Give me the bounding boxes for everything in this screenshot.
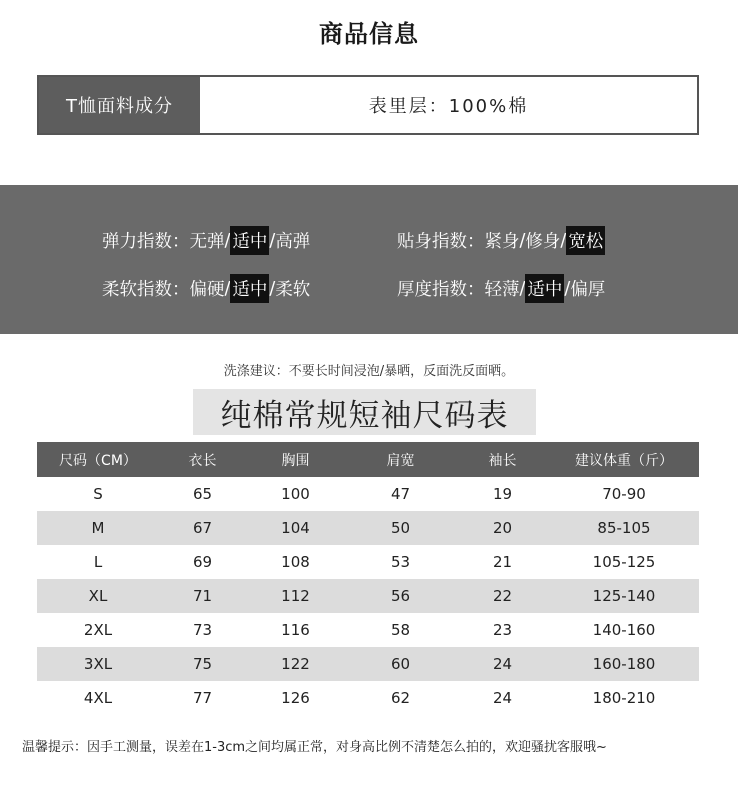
table-cell: 58 — [390, 621, 411, 639]
table-cell: 77 — [192, 689, 213, 707]
elasticity-index — [102, 226, 310, 255]
table-cell: 56 — [390, 587, 411, 605]
table-cell: 73 — [192, 621, 213, 639]
table-cell: 122 — [281, 655, 310, 673]
table-cell: 105-125 — [592, 553, 656, 571]
table-cell: 100 — [281, 485, 310, 503]
option-separator: / — [269, 278, 276, 299]
table-cell: 71 — [192, 587, 213, 605]
table-cell: 75 — [192, 655, 213, 673]
fabric-label: T恤面料成分 — [39, 77, 200, 133]
table-cell: XL — [88, 587, 108, 605]
index-option: 高弹 — [275, 232, 311, 252]
header-cell: 肩宽 — [386, 452, 415, 469]
option-separator: / — [564, 278, 571, 299]
table-cell: 70-90 — [602, 485, 646, 503]
index-label: 厚度指数： — [397, 280, 485, 300]
table-row — [37, 477, 699, 511]
table-cell: 125-140 — [592, 587, 656, 605]
table-cell: 50 — [390, 519, 411, 537]
index-label: 贴身指数： — [397, 232, 485, 252]
fit-index-panel — [0, 185, 738, 334]
softness-index — [102, 274, 310, 303]
table-cell: 160-180 — [592, 655, 656, 673]
table-cell: 47 — [390, 485, 411, 503]
option-separator: / — [269, 230, 276, 251]
header-cell: 建议体重（斤） — [575, 452, 673, 469]
table-row — [37, 681, 699, 715]
selected-option: 宽松 — [566, 226, 605, 255]
index-option: 轻薄 — [484, 280, 520, 300]
header-cell: 衣长 — [188, 452, 217, 469]
table-row — [37, 579, 699, 613]
table-cell: 53 — [390, 553, 411, 571]
washing-advice: 洗涤建议：不要长时间浸泡/暴晒，反面洗反面晒。 — [223, 364, 515, 379]
page-title: 商品信息 — [319, 20, 419, 48]
table-cell: 19 — [492, 485, 513, 503]
table-cell: 112 — [281, 587, 310, 605]
index-option: 修身 — [525, 232, 561, 252]
fabric-value: 表里层：100%棉 — [368, 96, 529, 117]
index-option: 偏厚 — [570, 280, 606, 300]
table-row — [37, 647, 699, 681]
header-cell: 胸围 — [281, 452, 310, 469]
selected-option: 适中 — [525, 274, 564, 303]
table-cell: 67 — [192, 519, 213, 537]
option-separator: / — [224, 278, 231, 299]
option-separator: / — [560, 230, 567, 251]
size-chart-title: 纯棉常规短袖尺码表 — [193, 389, 536, 435]
table-cell: 126 — [281, 689, 310, 707]
size-table — [37, 442, 699, 715]
table-cell: L — [93, 553, 103, 571]
measurement-tip: 温馨提示：因手工测量，误差在1-3cm之间均属正常，对身高比例不清楚怎么拍的，欢迎骚扰客服哦~ — [22, 740, 607, 755]
fit-index — [397, 226, 605, 255]
index-label: 柔软指数： — [102, 280, 190, 300]
table-cell: 20 — [492, 519, 513, 537]
table-cell: 2XL — [83, 621, 113, 639]
option-separator: / — [519, 278, 526, 299]
table-cell: 23 — [492, 621, 513, 639]
selected-option: 适中 — [230, 274, 269, 303]
table-row — [37, 545, 699, 579]
table-row — [37, 511, 699, 545]
table-row — [37, 613, 699, 647]
table-cell: 85-105 — [597, 519, 651, 537]
table-cell: 21 — [492, 553, 513, 571]
table-cell: 180-210 — [592, 689, 656, 707]
index-option: 偏硬 — [189, 280, 225, 300]
table-cell: 65 — [192, 485, 213, 503]
header-cell: 袖长 — [488, 452, 517, 469]
index-option: 柔软 — [275, 280, 311, 300]
table-cell: 24 — [492, 689, 513, 707]
table-cell: 104 — [281, 519, 310, 537]
index-option: 无弹 — [189, 232, 225, 252]
table-cell: 3XL — [83, 655, 113, 673]
index-option: 紧身 — [484, 232, 520, 252]
header-cell: 尺码（CM） — [59, 452, 137, 469]
table-cell: 60 — [390, 655, 411, 673]
table-cell: S — [93, 485, 103, 503]
table-cell: 108 — [281, 553, 310, 571]
fabric-composition-box — [37, 75, 699, 135]
table-cell: 69 — [192, 553, 213, 571]
option-separator: / — [519, 230, 526, 251]
table-cell: 62 — [390, 689, 411, 707]
table-cell: 4XL — [83, 689, 113, 707]
size-table-header — [37, 442, 699, 477]
thickness-index — [397, 274, 605, 303]
selected-option: 适中 — [230, 226, 269, 255]
table-cell: 116 — [281, 621, 310, 639]
table-cell: 140-160 — [592, 621, 656, 639]
index-label: 弹力指数： — [102, 232, 190, 252]
table-cell: 22 — [492, 587, 513, 605]
option-separator: / — [224, 230, 231, 251]
table-cell: M — [91, 519, 105, 537]
table-cell: 24 — [492, 655, 513, 673]
